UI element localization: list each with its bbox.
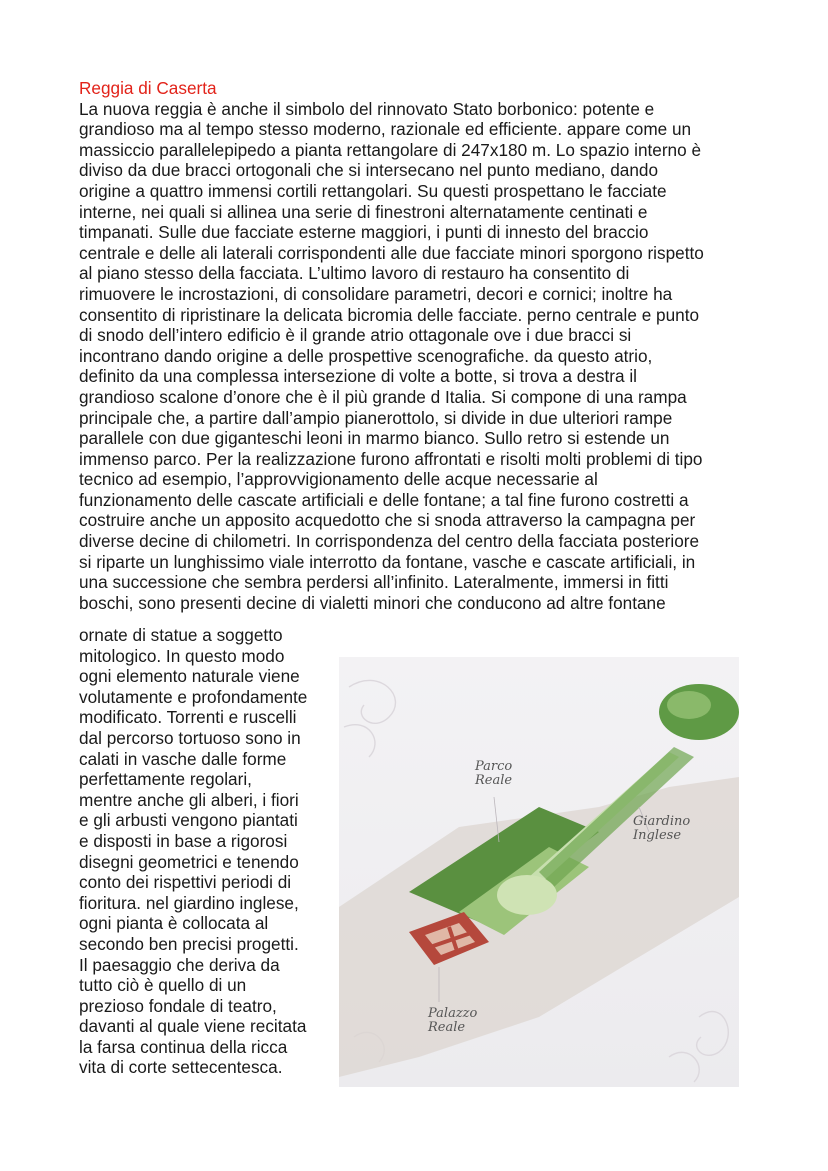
text-line: la farsa continua della ricca bbox=[79, 1036, 288, 1057]
round-garden bbox=[497, 875, 557, 915]
text-line: si riparte un lunghissimo viale interrotto da fontane, vasche e cascate artificiali, in bbox=[79, 551, 696, 572]
text-line: incontrano dando origine a delle prospettive scenografiche. da questo atrio, bbox=[79, 345, 653, 366]
reggia-map-illustration bbox=[339, 657, 739, 1087]
text-line: parallele con due giganteschi leoni in marmo bianco. Sullo retro si estende un bbox=[79, 428, 670, 449]
text-line: ogni elemento naturale viene bbox=[79, 666, 300, 687]
text-line: consentito di ripristinare la delicata bicromia delle facciate. perno centrale e punto bbox=[79, 304, 700, 325]
text-line: centrale e delle ali laterali corrispondenti alle due facciate minori sporgono rispetto bbox=[79, 242, 704, 263]
text-line: ogni pianta è collocata al bbox=[79, 913, 269, 934]
label-parco-reale bbox=[475, 760, 512, 788]
english-garden-highlight bbox=[667, 691, 711, 719]
text-line: Il paesaggio che deriva da bbox=[79, 954, 280, 975]
text-line: tecnico ad esempio, l’approvvigionamento delle acque necessarie al bbox=[79, 469, 598, 490]
text-line: immenso parco. Per la realizzazione furono affrontati e risolti molti problemi di tipo bbox=[79, 448, 703, 469]
text-line: mentre anche gli alberi, i fiori bbox=[79, 789, 299, 810]
text-line: principale che, a partire dall’ampio pianerottolo, si divide in due ulteriori rampe bbox=[79, 407, 673, 428]
text-line: tutto ciò è quello di un bbox=[79, 975, 247, 996]
text-line: funzionamento delle cascate artificiali e delle fontane; a tal fine furono costretti a bbox=[79, 489, 689, 510]
text-line: timpanati. Sulle due facciate esterne maggiori, i punti di innesto del braccio bbox=[79, 222, 649, 243]
text-line: massiccio parallelepipedo a pianta rettangolare di 247x180 m. Lo spazio interno è bbox=[79, 139, 702, 160]
label-parco-line1: Parco bbox=[475, 759, 513, 774]
text-line: grandioso ma al tempo stesso moderno, razionale ed efficiente. appare come un bbox=[79, 119, 692, 140]
text-line: boschi, sono presenti decine di vialetti minori che conducono ad altre fontane bbox=[79, 592, 666, 613]
document-body bbox=[79, 78, 759, 613]
text-line: secondo ben precisi progetti. bbox=[79, 933, 299, 954]
text-line: modificato. Torrenti e ruscelli bbox=[79, 707, 297, 728]
text-line: dal percorso tortuoso sono in bbox=[79, 727, 301, 748]
text-line: vita di corte settecentesca. bbox=[79, 1057, 283, 1078]
text-line: diviso da due bracci ortogonali che si intersecano nel punto mediano, dando bbox=[79, 160, 659, 181]
text-line: La nuova reggia è anche il simbolo del rinnovato Stato borbonico: potente e bbox=[79, 98, 655, 119]
text-line: di snodo dell’intero edificio è il grande atrio ottagonale ove i due bracci si bbox=[79, 325, 632, 346]
label-palazzo-line2: Reale bbox=[428, 1020, 466, 1035]
text-line: al piano stesso della facciata. L’ultimo lavoro di restauro ha consentito di bbox=[79, 263, 630, 284]
side-paragraph bbox=[79, 625, 339, 1078]
text-line: prezioso fondale di teatro, bbox=[79, 995, 277, 1016]
text-line: fioritura. nel giardino inglese, bbox=[79, 892, 299, 913]
label-palazzo-line1: Palazzo bbox=[428, 1006, 478, 1021]
text-line: calati in vasche dalle forme bbox=[79, 748, 287, 769]
text-line: davanti al quale viene recitata bbox=[79, 1016, 307, 1037]
text-line: costruire anche un apposito acquedotto che si snoda attraverso la campagna per bbox=[79, 510, 696, 531]
main-paragraph bbox=[79, 99, 759, 614]
label-giardino-line2: Inglese bbox=[633, 828, 682, 843]
label-parco-line2: Reale bbox=[475, 773, 513, 788]
label-palazzo-reale bbox=[428, 1007, 477, 1035]
text-line: origine a quattro immensi cortili rettangolari. Su questi prospettano le facciate bbox=[79, 180, 667, 201]
document-title: Reggia di Caserta bbox=[79, 78, 217, 98]
text-line: mitologico. In questo modo bbox=[79, 645, 285, 666]
text-line: disegni geometrici e tenendo bbox=[79, 851, 299, 872]
text-line: una successione che sembra perdersi all’infinito. Lateralmente, immersi in fitti bbox=[79, 572, 669, 593]
text-line: interne, nei quali si allinea una serie di finestroni alternatamente centinati e bbox=[79, 201, 648, 222]
text-line: perfettamente regolari, bbox=[79, 769, 252, 790]
text-line: grandioso scalone d’onore che è il più grande d Italia. Si compone di una rampa bbox=[79, 386, 687, 407]
text-line: volutamente e profondamente bbox=[79, 686, 308, 707]
text-line: conto dei rispettivi periodi di bbox=[79, 872, 292, 893]
text-line: rimuovere le incrostazioni, di consolidare parametri, decori e cornici; inoltre ha bbox=[79, 283, 673, 304]
text-line: e gli arbusti vengono piantati bbox=[79, 810, 298, 831]
text-line: diverse decine di chilometri. In corrispondenza del centro della facciata posteriore bbox=[79, 531, 700, 552]
text-line: e disposti in base a rigorosi bbox=[79, 830, 288, 851]
text-line: ornate di statue a soggetto bbox=[79, 625, 283, 645]
label-giardino-inglese bbox=[633, 815, 690, 843]
label-giardino-line1: Giardino bbox=[633, 814, 691, 829]
text-line: definito da una complessa intersezione di volte a botte, si trova a destra il bbox=[79, 366, 637, 387]
map-drawing bbox=[339, 657, 739, 1087]
